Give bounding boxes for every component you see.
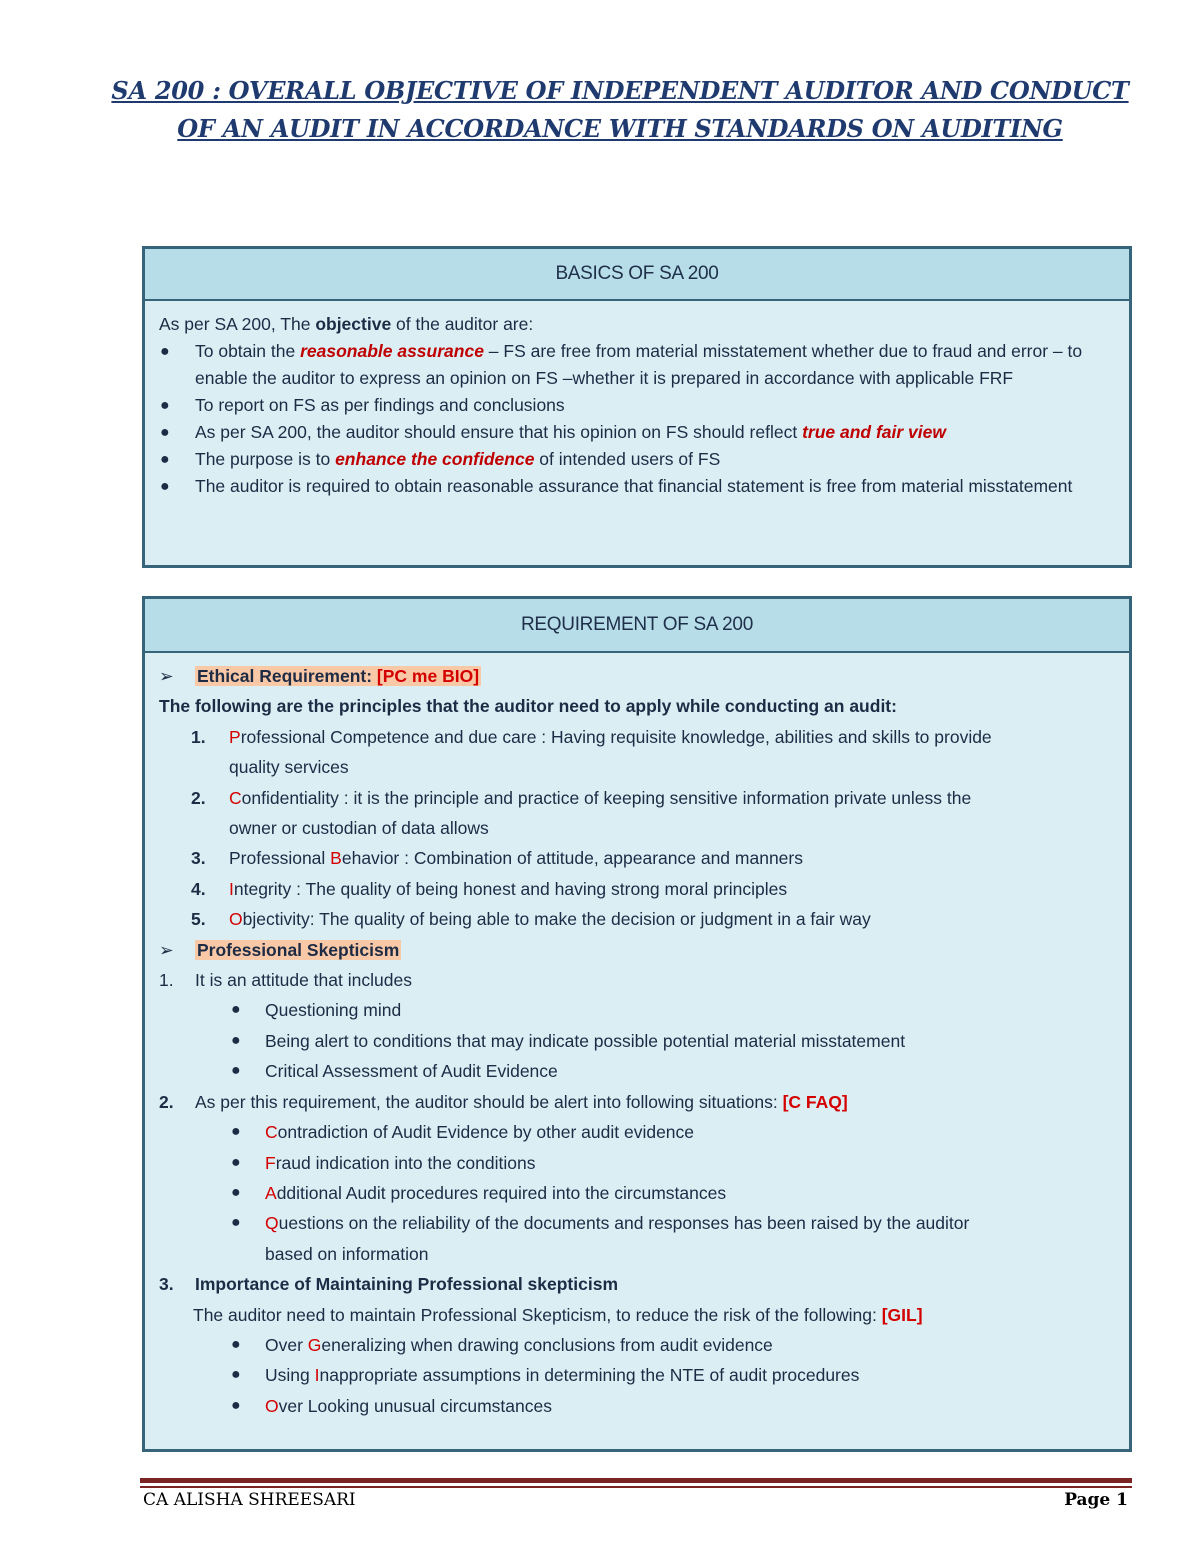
bullet-icon: ●	[160, 478, 170, 495]
bullet-icon: ●	[160, 397, 170, 414]
footer-rule	[140, 1478, 1132, 1483]
document-title	[100, 72, 1140, 148]
basics-bullet-2: ● To report on FS as per findings and conclusions	[159, 392, 1115, 419]
title-line-1: SA 200 : OVERALL OBJECTIVE OF INDEPENDENT AUDITOR AND CONDUCT	[111, 76, 1129, 105]
bullet-icon: ●	[231, 1396, 241, 1414]
skepticism-point-1: 1. It is an attitude that includes	[159, 970, 412, 991]
skepticism-point-3: 3. Importance of Maintaining Professional skepticism	[159, 1274, 619, 1295]
principle-item-continuation: quality services	[229, 757, 349, 778]
requirement-heading: REQUIREMENT OF SA 200	[145, 599, 1129, 653]
requirement-body	[145, 653, 1129, 1421]
list-item: ● Questioning mind	[159, 995, 1115, 1025]
bullet-icon: ●	[231, 1153, 241, 1171]
basics-bullet-5: ● The auditor is required to obtain reasonable assurance that financial statement is free from material misstatement	[159, 473, 1115, 500]
bullet-icon: ●	[160, 451, 170, 468]
bullet-icon: ●	[231, 1001, 241, 1019]
skepticism-point-2: 2. As per this requirement, the auditor should be alert into following situations: [C FAQ]	[159, 1091, 848, 1112]
principle-item: 3. Professional Behavior : Combination of attitude, appearance and manners	[191, 848, 803, 869]
footer-rule-thin	[140, 1486, 1132, 1488]
basics-bullet-3: ● As per SA 200, the auditor should ensure that his opinion on FS should reflect true and fair view	[159, 419, 1115, 446]
bullet-icon: ●	[231, 1031, 241, 1049]
list-item-continuation: based on information	[265, 1243, 429, 1264]
bullet-icon: ●	[231, 1062, 241, 1080]
bullet-icon: ●	[231, 1335, 241, 1353]
requirement-box	[142, 596, 1132, 1452]
page-number: Page 1	[1064, 1490, 1128, 1510]
skepticism-point-3-intro: The auditor need to maintain Professional Skepticism, to reduce the risk of the following: [GIL]	[193, 1304, 923, 1325]
list-item: ● Fraud indication into the conditions	[159, 1148, 1115, 1178]
bullet-icon: ●	[160, 424, 170, 441]
bullet-icon: ●	[231, 1123, 241, 1141]
basics-body	[145, 301, 1129, 500]
list-item: ● Over Looking unusual circumstances	[159, 1391, 1115, 1421]
footer-author: CA ALISHA SHREESARI	[143, 1490, 356, 1510]
ethical-requirement-label: Ethical Requirement: [PC me BIO]	[197, 666, 480, 686]
principle-item: 1. Professional Competence and due care : Having requisite knowledge, abilities and skills to provide	[191, 726, 992, 747]
bullet-icon: ●	[160, 343, 170, 360]
list-item: ● Questions on the reliability of the documents and responses has been raised by the auditor	[159, 1208, 1115, 1238]
ethical-requirement-row	[159, 661, 1115, 691]
basics-bullet-4: ● The purpose is to enhance the confidence of intended users of FS	[159, 446, 1115, 473]
list-item: ● Contradiction of Audit Evidence by other audit evidence	[159, 1117, 1115, 1147]
list-item: ● Critical Assessment of Audit Evidence	[159, 1056, 1115, 1086]
arrow-bullet-icon: ➢	[159, 939, 174, 960]
list-item: ● Over Generalizing when drawing conclusions from audit evidence	[159, 1330, 1115, 1360]
list-item: ● Additional Audit procedures required into the circumstances	[159, 1178, 1115, 1208]
arrow-bullet-icon: ➢	[159, 666, 174, 686]
skepticism-label: Professional Skepticism	[197, 939, 400, 960]
principle-item: 4. Integrity : The quality of being honest and having strong moral principles	[191, 878, 788, 899]
basics-box	[142, 246, 1132, 568]
bullet-icon: ●	[231, 1366, 241, 1384]
principles-intro: The following are the principles that the auditor need to apply while conducting an audit:	[159, 696, 897, 717]
basics-bullet-1: ● To obtain the reasonable assurance – FS are free from material misstatement whether due to fraud and error – to enable the auditor to express an opinion on FS –whether it is prepared in accordance with applicable FRF	[159, 338, 1115, 392]
list-item: ● Being alert to conditions that may indicate possible potential material misstatement	[159, 1026, 1115, 1056]
principle-item: 2. Confidentiality : it is the principle and practice of keeping sensitive information private unless the	[191, 787, 972, 808]
bullet-icon: ●	[231, 1183, 241, 1201]
basics-heading: BASICS OF SA 200	[145, 249, 1129, 301]
principle-item: 5. Objectivity: The quality of being able to make the decision or judgment in a fair way	[191, 909, 871, 930]
skepticism-row	[159, 935, 1115, 965]
list-item: ● Using Inappropriate assumptions in determining the NTE of audit procedures	[159, 1360, 1115, 1390]
title-line-2: OF AN AUDIT IN ACCORDANCE WITH STANDARDS ON AUDITING	[177, 114, 1063, 143]
bullet-icon: ●	[231, 1214, 241, 1232]
principle-item-continuation: owner or custodian of data allows	[229, 818, 489, 839]
basics-intro: As per SA 200, The objective of the auditor are:	[159, 314, 534, 334]
